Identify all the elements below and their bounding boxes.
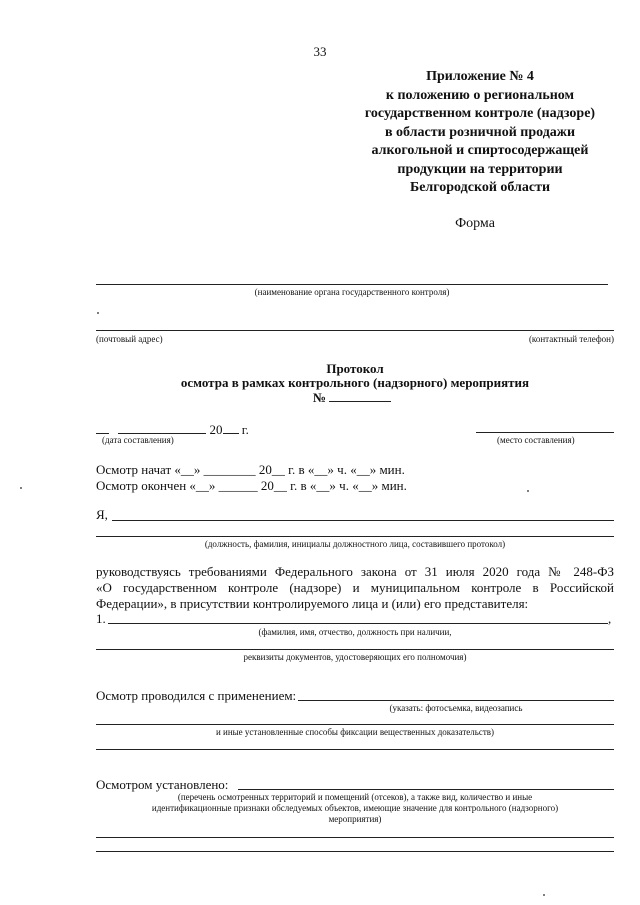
day-field[interactable] — [96, 421, 109, 434]
organ-name-line — [96, 284, 608, 285]
contact-phone-caption: (контактный телефон) — [528, 334, 614, 344]
appendix-line: в области розничной продажи — [384, 124, 576, 140]
place-caption: (место составления) — [497, 435, 575, 445]
protocol-number-field[interactable] — [329, 389, 391, 402]
year-suffix: г. — [241, 422, 249, 437]
documents-line[interactable] — [96, 649, 614, 650]
findings-caption-line: идентификационные признаки обследуемых объектов, имеющие значение для контрольного (надзорного) — [151, 803, 559, 813]
appendix-line: алкогольной и спиртосодержащей — [371, 143, 589, 158]
ya-label: Я, — [96, 507, 108, 522]
ya-line[interactable] — [112, 520, 614, 521]
address-line — [96, 330, 614, 331]
item-1-number: 1. — [96, 611, 106, 626]
scan-speck — [20, 487, 22, 489]
findings-caption-line: мероприятия) — [328, 814, 382, 824]
appendix-line: Белгородской области — [409, 180, 551, 195]
protocol-title: Протокол — [326, 361, 384, 376]
appendix-line: Приложение № 4 — [426, 69, 534, 84]
appendix-block — [330, 68, 630, 198]
year-field[interactable] — [223, 421, 239, 434]
legal-text-line: Федерации», в присутствии контролируемого лица и (или) его представителя: — [96, 596, 529, 611]
place-line[interactable] — [476, 432, 614, 433]
method-caption: (указать: фотосъемка, видеозапись — [389, 703, 523, 713]
inspection-end: Осмотр окончен «__» ______ 20__ г. в «__» ч. «__» мин. — [96, 478, 407, 493]
postal-address-caption: (почтовый адрес) — [96, 334, 163, 344]
findings-line-3[interactable] — [96, 851, 614, 852]
official-caption: (должность, фамилия, инициалы должностного лица, составившего протокол) — [204, 539, 506, 549]
organ-name-caption: (наименование органа государственного контроля) — [254, 287, 450, 297]
legal-text-line: «О государственном контроле (надзоре) и муниципальном контроле в Российской — [96, 580, 614, 595]
method-line-3[interactable] — [96, 749, 614, 750]
appendix-line: государственном контроле (надзоре) — [364, 106, 596, 121]
findings-line-2[interactable] — [96, 837, 614, 838]
findings-label: Осмотром установлено: — [96, 777, 229, 792]
person-name-caption: (фамилия, имя, отчество, должность при наличии, — [258, 627, 452, 637]
scan-speck — [97, 312, 99, 314]
official-line[interactable] — [96, 536, 614, 537]
protocol-subtitle: осмотра в рамках контрольного (надзорного) мероприятия — [180, 375, 530, 390]
findings-caption — [96, 792, 614, 825]
year-prefix: 20 — [209, 422, 223, 437]
method-line[interactable] — [298, 700, 614, 701]
item-1-line[interactable] — [108, 623, 608, 624]
method-line-2[interactable] — [96, 724, 614, 725]
protocol-number — [313, 389, 391, 405]
appendix-line: к положению о региональном — [385, 87, 575, 103]
findings-line[interactable] — [238, 789, 614, 790]
documents-caption: реквизиты документов, удостоверяющих его полномочия) — [243, 652, 467, 662]
appendix-line: продукции на территории — [397, 161, 563, 177]
legal-text-line: руководствуясь требованиями Федерального закона от 31 июля 2020 года № 248-ФЗ — [96, 564, 614, 579]
scan-speck — [527, 490, 529, 492]
scan-speck — [543, 894, 545, 896]
method-caption-2: и иные установленные способы фиксации вещественных доказательств) — [215, 727, 495, 737]
number-sign: № — [313, 390, 327, 405]
form-label: Форма — [455, 216, 495, 231]
month-field[interactable] — [118, 421, 206, 434]
date-caption: (дата составления) — [102, 435, 174, 445]
item-1-end: , — [608, 611, 612, 626]
inspection-start: Осмотр начат «__» ________ 20__ г. в «__» ч. «__» мин. — [96, 462, 405, 477]
findings-caption-line: (перечень осмотренных территорий и помещений (отсеков), а также вид, количество и иные — [177, 792, 533, 802]
method-label: Осмотр проводился с применением: — [96, 688, 297, 703]
page-number: 33 — [313, 44, 327, 59]
